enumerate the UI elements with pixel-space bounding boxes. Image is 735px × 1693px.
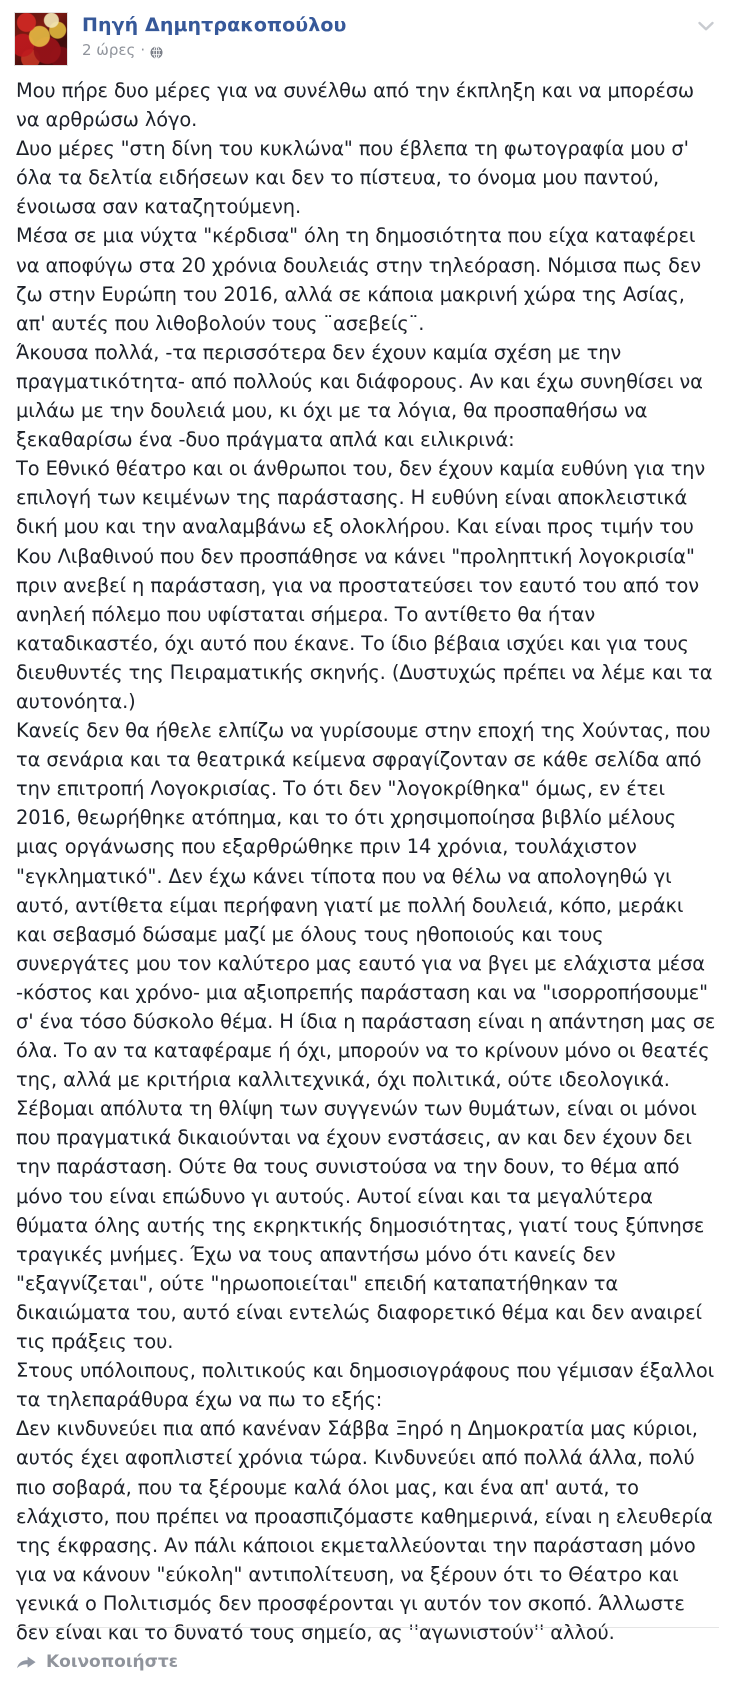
post-paragraph: Μου πήρε δυο μέρες για να συνέλθω από την έκπληξη και να μπορέσω να αρθρώσω λόγο.: [16, 79, 701, 132]
chevron-down-icon: [695, 18, 717, 34]
post-paragraph: Κανείς δεν θα ήθελε ελπίζω να γυρίσουμε στην εποχή της Χούντας, που τα σενάρια και τα θεατρικά κείμενα σφραγίζονταν σε κάθε σελίδα από την επιτροπή Λογοκρισίας. Το ότι δεν "λογοκρίθηκα" όμως, εν έτει 2016, θεωρήθηκε ατόπημα, και το ότι χρησιμοποίησα βιβλίο μέλους μιας οργάνωσης που εξαρθρώθηκε πριν 14 χρόνια, τουλάχιστον "εγκληματικό". Δεν έχω κάνει τίποτα που να θέλω να απολογηθώ γι αυτό, αντίθετα είμαι περήφανη γιατί με πολλή δουλειά, κόπο, μεράκι και σεβασμό δώσαμε μαζί με όλους τους ηθοποιούς και τους συνεργάτες μου τον καλύτερο μας εαυτό για να βγει με ελάχιστα μέσα -κόστος και χρόνο- μια αξιοπρεπής παράσταση και να "ισορροπήσουμε" σ' ένα τόσο δύσκολο θέμα. Η ίδια η παράσταση είναι η απάντηση μας σε όλα. Το αν τα καταφέραμε ή όχι, μπορούν να το κρίνουν μόνο οι θεατές της, αλλά με κριτήρια καλλιτεχνικά, όχι πολιτικά, ούτε ιδεολογικά.: [16, 719, 722, 1092]
author-name-link[interactable]: Πηγή Δημητρακοπούλου: [82, 14, 347, 36]
post-header: [0, 0, 735, 76]
post-menu-button[interactable]: [695, 18, 717, 34]
post-paragraph: Το Εθνικό θέατρο και οι άνθρωποι του, δεν έχουν καμία ευθύνη για την επιλογή των κειμένων της παράστασης. Η ευθύνη είναι αποκλειστικά δική μου και την αναλαμβάνω εξ ολοκλήρου. Και είναι προς τιμήν του Κου Λιβαθινού που δεν προσπάθησε να κάνει "προληπτική λογοκρισία" πριν ανεβεί η παράσταση, για να προστατεύσει τον εαυτό του από τον ανηλεή πόλεμο που υφίσταται σήμερα. Το αντίθετο θα ήταν καταδικαστέο, όχι αυτό που έκανε. Το ίδιο βέβαια ισχύει και για τους διευθυντές της Πειραματικής σκηνής. (Δυστυχώς πρέπει να λέμε και τα αυτονόητα.): [16, 457, 719, 713]
globe-icon[interactable]: [150, 45, 163, 58]
share-button[interactable]: [16, 1652, 178, 1672]
post-paragraph: Δυο μέρες "στη δίνη του κυκλώνα" που έβλεπα τη φωτογραφία μου σ' όλα τα δελτία ειδήσεων και δεν το πίστευα, το όνομα μου παντού, ένοιωσα σαν καταζητούμενη.: [16, 137, 695, 219]
post-paragraph: Σέβομαι απόλυτα τη θλίψη των συγγενών των θυμάτων, είναι οι μόνοι που πραγματικά δικαιούνται να έχουν ενστάσεις, αν και δεν έχουν δει την παράσταση. Ούτε θα τους συνιστούσα να την δουν, το θέμα από μόνο του είναι επώδυνο γι αυτούς. Αυτοί είναι και τα μεγαλύτερα θύματα όλης αυτής της εκρηκτικής δημοσιότητας, γιατί τους ξύπνησε τραγικές μνήμες. Έχω να τους απαντήσω μόνο ότι κανείς δεν "εξαγνίζεται", ούτε "ηρωοποιείται" επειδή καταπατήθηκαν τα δικαιώματα του, αυτό είναι εντελώς διαφορετικό θέμα και δεν αναιρεί τις πράξεις του.: [16, 1097, 711, 1354]
post-timestamp[interactable]: 2 ώρες: [82, 41, 136, 59]
post-paragraph: Στους υπόλοιπους, πολιτικούς και δημοσιογράφους που γέμισαν έξαλλοι τα τηλεπαράθυρα έχω να πω το εξής:: [16, 1359, 721, 1412]
share-arrow-icon: [16, 1655, 37, 1671]
post-message: [0, 76, 735, 1647]
post-author-block: [82, 12, 346, 59]
share-label: Κοινοποιήστε: [46, 1651, 179, 1672]
post-footer: [16, 1627, 719, 1693]
post-paragraph: Δεν κινδυνεύει πια από κανέναν Σάββα Ξηρό η Δημοκρατία μας κύριοι, αυτός έχει αφοπλιστεί χρόνια τώρα. Κινδυνεύει από πολλά άλλα, πολύ πιο σοβαρά, που τα ξέρουμε καλά όλοι μας, και ένα απ' αυτά, το ελάχιστο, που πρέπει να προασπιζόμαστε καθημερινά, είναι η ελευθερία της έκφρασης. Αν πάλι κάποιοι εκμεταλλεύονται την παράσταση μόνο για να κάνουν "εύκολη" αντιπολίτευση, να ξέρουν ότι το Θέατρο και γενικά ο Πολιτισμός δεν προσφέρονται γι αυτόν τον σκοπό. Άλλωστε δεν είναι και το δυνατό τους σημείο, ας ''αγωνιστούν'' αλλού.: [16, 1417, 719, 1644]
avatar[interactable]: [14, 12, 68, 66]
meta-separator: ·: [140, 41, 146, 59]
post-paragraph: Άκουσα πολλά, -τα περισσότερα δεν έχουν καμία σχέση με την πραγματικότητα- από πολλούς και διάφορους. Αν και έχω συνηθίσει να μιλάω με την δουλειά μου, κι όχι με τα λόγια, θα προσπαθήσω να ξεκαθαρίσω ένα -δυο πράγματα απλά και ειλικρινά:: [16, 340, 709, 452]
post-paragraph: Μέσα σε μια νύχτα "κέρδισα" όλη τη δημοσιότητα που είχα καταφέρει να αποφύγω στα 20 χρόνια δουλειάς στην τηλεόραση. Νόμισα πως δεν ζω στην Ευρώπη του 2016, αλλά σε κάποια μακρινή χώρα της Ασίας, απ' αυτές που λιθοβολούν τους ¨ασεβείς¨.: [16, 224, 708, 335]
post-meta: [82, 41, 346, 59]
